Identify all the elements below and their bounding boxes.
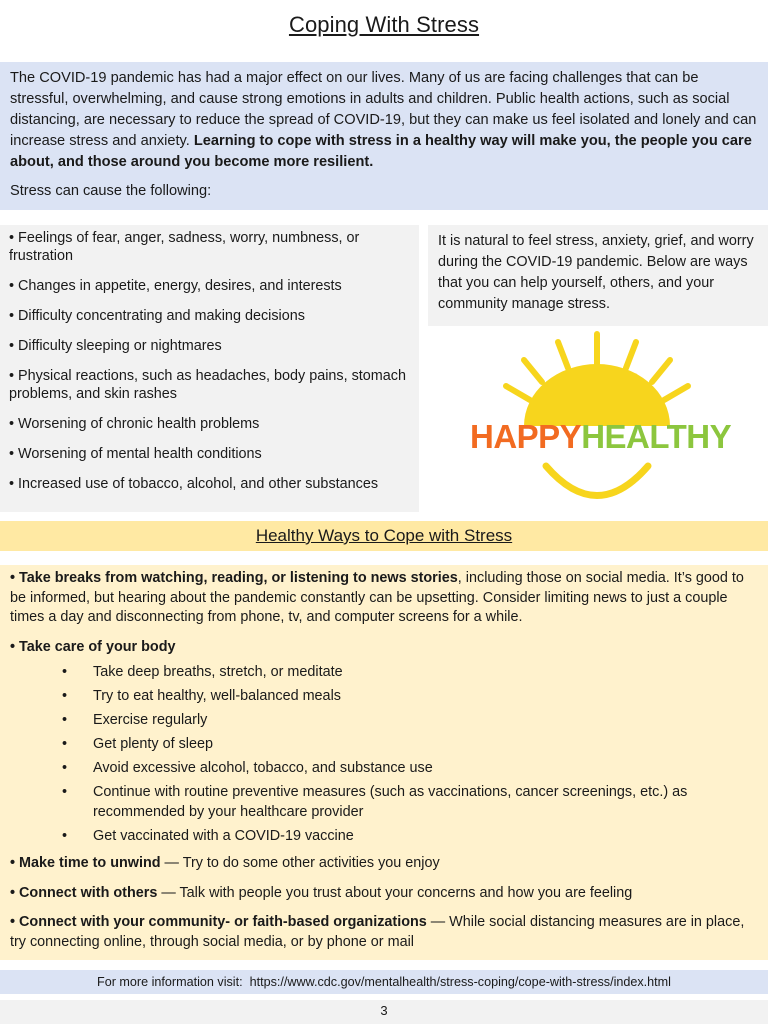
footer-link[interactable]: https://www.cdc.gov/mentalhealth/stress-coping/cope-with-stress/index.html <box>249 975 671 989</box>
intro-text: The COVID-19 pandemic has had a major effect on our lives. Many of us are facing challenges that can be stressful, overwhelming, and cause strong emotions in adults and children. Public health actions, such as social distancing, are necessary to reduce the spread of COVID-19, but they can make us feel isolated and lonely and can increase stress and anxiety. <box>10 70 757 149</box>
tip-text: — While social distancing measures are in place, try connecting online, through social media, or by phone or mail <box>10 914 745 950</box>
logo-happy-text: HAPPY <box>470 418 582 455</box>
list-item-text: Take deep breaths, stretch, or meditate <box>93 664 343 680</box>
list-item: • Worsening of chronic health problems <box>9 416 260 432</box>
healthy-ways-heading <box>0 521 768 551</box>
tip-text: — Try to do some other activities you enjoy <box>160 855 440 871</box>
tip-bold: • Connect with others <box>10 884 158 901</box>
intro-bold-text: Learning to cope with stress in a healthy way will make you, the people you care about, and those around you become more resilient. <box>10 133 752 170</box>
stress-effects-list <box>0 225 419 512</box>
connect-tip <box>10 884 758 904</box>
stress-lead: Stress can cause the following: <box>10 183 212 199</box>
tip-text: , including those on social media. It’s good to be informed, but hearing about the pandemic constantly can be upsetting. Consider limiting news to just a couple times a day and disconnecting from phone, tv, and computer screens for a while. <box>10 570 744 625</box>
tip-bold: • Take breaks from watching, reading, or listening to news stories <box>10 570 458 586</box>
intro-section <box>0 62 768 210</box>
list-item-text: Exercise regularly <box>93 712 208 728</box>
healthy-ways-heading-text: Healthy Ways to Cope with Stress <box>255 526 513 545</box>
footer-label: For more information visit: <box>97 975 243 989</box>
list-item: • Avoid excessive alcohol, tobacco, and substance use <box>62 760 433 776</box>
list-item: • Changes in appetite, energy, desires, and interests <box>9 278 342 294</box>
news-breaks-tip <box>10 569 758 628</box>
unwind-tip <box>10 854 758 874</box>
list-item-text: Get vaccinated with a COVID-19 vaccine <box>93 827 354 844</box>
list-item: • Difficulty sleeping or nightmares <box>9 338 222 354</box>
footer-info <box>0 970 768 994</box>
list-item: • Physical reactions, such as headaches, body pains, stomach problems, and skin rashes <box>9 368 407 402</box>
healthy-ways-section <box>0 565 768 960</box>
list-item-text: Avoid excessive alcohol, tobacco, and substance use <box>93 760 433 776</box>
list-item-text: Continue with routine preventive measures (such as vaccinations, cancer screenings, etc.) as recommended by your healthcare provider <box>93 784 688 820</box>
list-item: • Continue with routine preventive measures (such as vaccinations, cancer screenings, etc.) as recommended by your healthcare provider <box>62 784 688 820</box>
happy-healthy-logo <box>460 330 740 505</box>
page-title: Coping With Stress <box>288 12 480 37</box>
list-item: • Exercise regularly <box>62 712 208 728</box>
list-item: • Try to eat healthy, well-balanced meals <box>62 688 341 704</box>
tip-bold: • Make time to unwind <box>10 855 161 871</box>
list-item: • Increased use of tobacco, alcohol, and other substances <box>9 476 379 492</box>
list-item: • Worsening of mental health conditions <box>9 446 262 462</box>
list-item: • Feelings of fear, anger, sadness, worry, numbness, or frustration <box>9 230 360 264</box>
body-care-tip <box>10 638 758 658</box>
list-item-text: Try to eat healthy, well-balanced meals <box>93 688 341 704</box>
natural-stress-note: It is natural to feel stress, anxiety, grief, and worry during the COVID-19 pandemic. Below are ways that you can help yourself, others, and your community manage stress. <box>428 225 768 326</box>
svg-text:HAPPYHEALTHY <box>470 418 732 455</box>
list-item: • Difficulty concentrating and making decisions <box>9 308 305 324</box>
list-item: • Take deep breaths, stretch, or meditate <box>62 664 343 680</box>
tip-text: — Talk with people you trust about your concerns and how you are feeling <box>157 884 633 901</box>
sun-icon <box>524 364 670 426</box>
intro-paragraph <box>10 68 758 173</box>
tip-bold: • Take care of your body <box>10 638 176 655</box>
list-item: • Get plenty of sleep <box>62 736 213 752</box>
page-number: 3 <box>0 1000 768 1024</box>
tip-bold: • Connect with your community- or faith-based organizations <box>10 914 427 930</box>
smile-icon <box>546 466 648 496</box>
logo-healthy-text: HEALTHY <box>581 418 732 455</box>
list-item: • Get vaccinated with a COVID-19 vaccine <box>62 827 354 844</box>
list-item-text: Get plenty of sleep <box>93 736 213 752</box>
community-tip <box>10 913 758 952</box>
body-care-list <box>10 663 758 846</box>
